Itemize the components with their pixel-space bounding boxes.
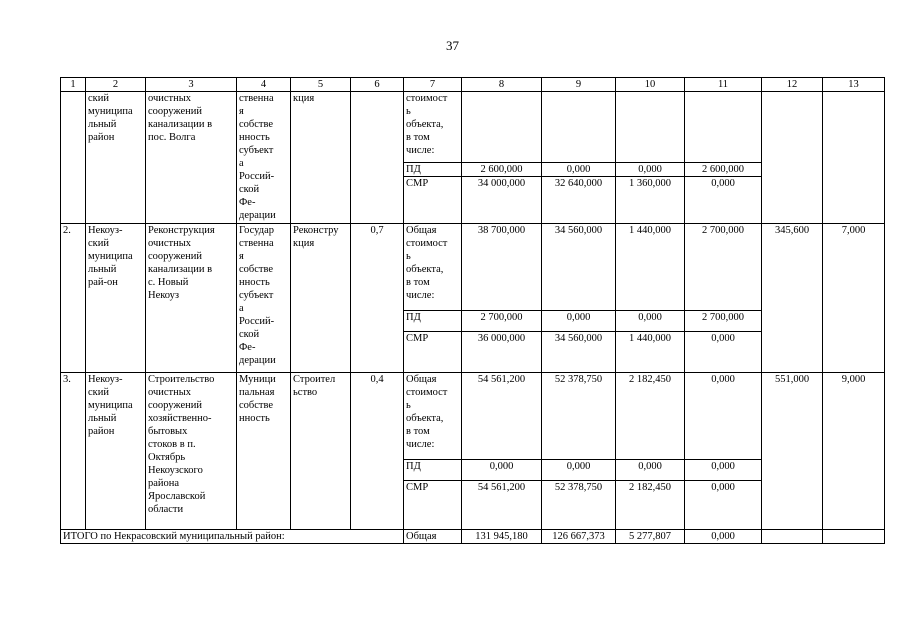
table-row [61,373,885,460]
cost-label-cell: стоимост ь объекта, в том числе: [404,92,462,163]
value-cell: 0,000 [542,460,616,481]
header-cell: 8 [462,78,542,92]
smr-label-cell: СМР [404,481,462,530]
value-cell: 2 700,000 [462,311,542,332]
header-cell: 7 [404,78,462,92]
header-cell: 9 [542,78,616,92]
value-cell: 0,000 [685,530,762,544]
value-cell [762,530,823,544]
work-type-cell: Реконстру кция [291,224,351,373]
value-cell: 0,000 [685,481,762,530]
value-cell: 0,000 [685,373,762,460]
value-cell: 2 182,450 [616,481,685,530]
smr-label-cell: СМР [404,332,462,373]
value-cell [685,92,762,163]
value-cell: 2 600,000 [462,163,542,177]
ownership-cell: Муници пальная собстве нность [237,373,291,530]
value-cell: 0,000 [616,311,685,332]
value-cell: 1 440,000 [616,224,685,311]
value-cell [823,530,885,544]
header-cell: 3 [146,78,237,92]
value-cell: 345,600 [762,224,823,373]
header-cell: 10 [616,78,685,92]
value-cell: 0,000 [616,163,685,177]
page-number: 37 [446,38,459,53]
object-name-cell: Строительство очистных сооружений хозяйственно- бытовых стоков в п. Октябрь Некоузского района Ярославской области [146,373,237,530]
header-cell: 4 [237,78,291,92]
value-cell: 2 600,000 [685,163,762,177]
value-cell: 36 000,000 [462,332,542,373]
cost-label-cell: Общая [404,530,462,544]
pd-label-cell: ПД [404,163,462,177]
value-cell: 9,000 [823,373,885,530]
value-cell [462,92,542,163]
value-cell: 32 640,000 [542,177,616,224]
pd-label-cell: ПД [404,460,462,481]
value-cell: 1 440,000 [616,332,685,373]
total-row [61,530,885,544]
value-cell [823,92,885,224]
cost-label-cell: Общая стоимост ь объекта, в том числе: [404,224,462,311]
ownership-cell: ственна я собстве нность субъект а Россий- ской Фе- дерации [237,92,291,224]
total-label-cell: ИТОГО по Некрасовский муниципальный район: [61,530,404,544]
capacity-cell: 0,4 [351,373,404,530]
value-cell: 2 700,000 [685,311,762,332]
value-cell [616,92,685,163]
municipality-cell: Некоуз- ский муниципа льный рай-он [86,224,146,373]
value-cell: 0,000 [616,460,685,481]
value-cell: 34 560,000 [542,332,616,373]
value-cell: 34 560,000 [542,224,616,311]
value-cell: 126 667,373 [542,530,616,544]
capacity-cell [351,92,404,224]
value-cell: 131 945,180 [462,530,542,544]
value-cell: 5 277,807 [616,530,685,544]
value-cell: 52 378,750 [542,373,616,460]
value-cell: 551,000 [762,373,823,530]
value-cell: 0,000 [685,332,762,373]
value-cell: 0,000 [542,163,616,177]
value-cell: 54 561,200 [462,481,542,530]
municipality-cell: ский муниципа льный район [86,92,146,224]
value-cell: 54 561,200 [462,373,542,460]
budget-table [60,77,885,544]
header-cell: 11 [685,78,762,92]
header-cell: 6 [351,78,404,92]
header-cell: 12 [762,78,823,92]
object-name-cell: Реконструкция очистных сооружений канализации в с. Новый Некоуз [146,224,237,373]
value-cell: 34 000,000 [462,177,542,224]
value-cell: 0,000 [462,460,542,481]
header-row [61,78,885,92]
value-cell: 0,000 [685,460,762,481]
ownership-cell: Государ ственна я собстве нность субъект а Россий- ской Фе- дерации [237,224,291,373]
pd-label-cell: ПД [404,311,462,332]
value-cell [542,92,616,163]
object-name-cell: очистных сооружений канализации в пос. Волга [146,92,237,224]
value-cell: 0,000 [542,311,616,332]
row-number-cell: 2. [61,224,86,373]
capacity-cell: 0,7 [351,224,404,373]
header-cell: 5 [291,78,351,92]
table-row [61,92,885,163]
value-cell: 7,000 [823,224,885,373]
work-type-cell: кция [291,92,351,224]
cost-label-cell: Общая стоимост ь объекта, в том числе: [404,373,462,460]
value-cell: 1 360,000 [616,177,685,224]
municipality-cell: Некоуз- ский муниципа льный район [86,373,146,530]
header-cell: 13 [823,78,885,92]
value-cell: 2 182,450 [616,373,685,460]
value-cell: 52 378,750 [542,481,616,530]
row-number-cell: 3. [61,373,86,530]
smr-label-cell: СМР [404,177,462,224]
header-cell: 2 [86,78,146,92]
row-number-cell [61,92,86,224]
header-cell: 1 [61,78,86,92]
table-row [61,224,885,311]
value-cell: 2 700,000 [685,224,762,311]
value-cell: 0,000 [685,177,762,224]
work-type-cell: Строител ьство [291,373,351,530]
value-cell [762,92,823,224]
value-cell: 38 700,000 [462,224,542,311]
